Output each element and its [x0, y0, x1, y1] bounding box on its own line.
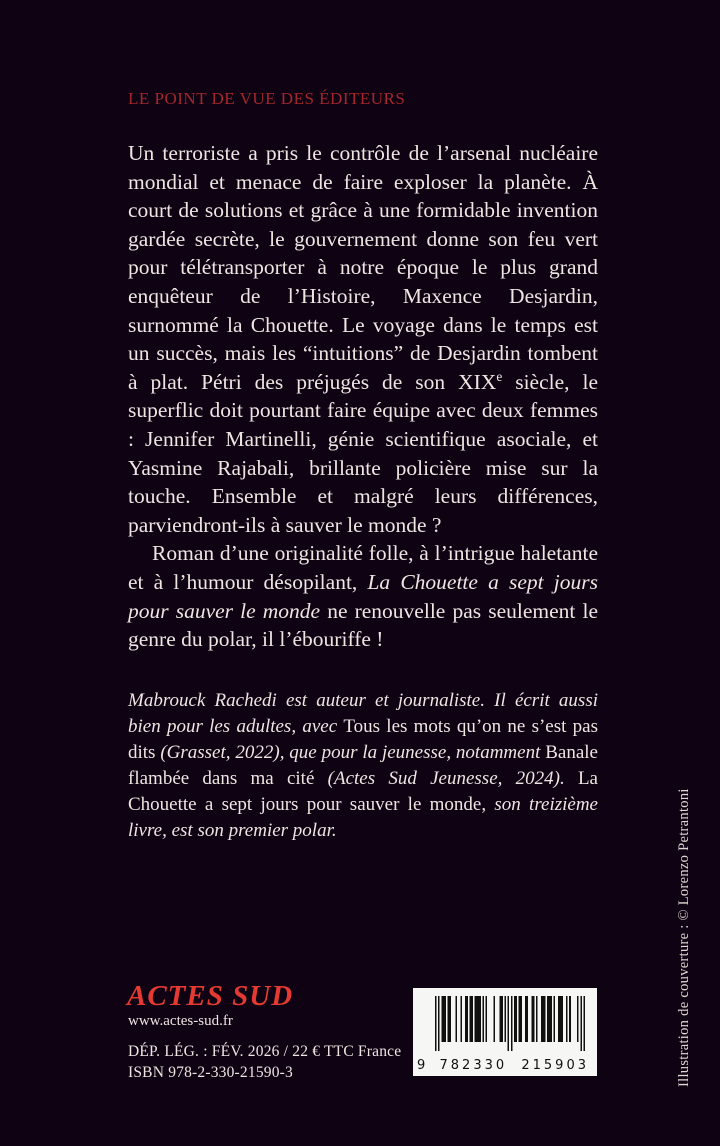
- synopsis-text: [128, 139, 598, 654]
- barcode-bars: [435, 996, 585, 1051]
- barcode: [413, 988, 597, 1076]
- publisher-website: www.actes-sud.fr: [128, 1013, 233, 1029]
- barcode-digits-left: 782330: [439, 1058, 508, 1073]
- synopsis-paragraph-1: Un terroriste a pris le contrôle de l’arsenal nucléaire mondial et menace de faire exploser la planète. À court de solutions et grâce à une formidable invention gardée secrète, le gouvernement donne son feu vert pour télétransporter à notre époque le plus grand enquêteur de l’Histoire, Maxence Desjardin, surnommé la Chouette. Le voyage dans le temps est un succès, mais les “intuitions” de Desjardin tombent à plat. Pétri des préjugés de son XIXe siècle, le superflic doit pourtant faire équipe avec deux femmes : Jennifer Martinelli, génie scientifique asociale, et Yasmine Rajabali, brillante policière mise sur la touche. Ensemble et malgré leurs différences, parviendront-ils à sauver le monde ?: [128, 141, 598, 537]
- editors-viewpoint-heading: LE POINT DE VUE DES ÉDITEURS: [128, 89, 406, 108]
- legal-deposit-price: DÉP. LÉG. : FÉV. 2026 / 22 € TTC France: [128, 1043, 402, 1060]
- barcode-digits-right: 215903: [521, 1058, 589, 1073]
- actes-sud-logo: ACTES SUD: [127, 980, 294, 1012]
- isbn-number: ISBN 978-2-330-21590-3: [128, 1064, 293, 1081]
- author-bio: Mabrouck Rachedi est auteur et journaliste. Il écrit aussi bien pour les adultes, avec Tous les mots qu’on ne s’est pas dits (Grasset, 2022), que pour la jeunesse, notamment Banale flambée dans ma cité (Actes Sud Jeunesse, 2024). La Chouette a sept jours pour sauver le monde, son treizième livre, est son premier polar.: [128, 690, 598, 841]
- barcode-digits: [417, 1058, 589, 1073]
- cover-illustration-credit: Illustration de couverture : © Lorenzo Petrantoni: [676, 788, 692, 1087]
- barcode-digit-first: 9: [417, 1058, 426, 1073]
- synopsis-paragraph-2: Roman d’une originalité folle, à l’intrigue haletante et à l’humour désopilant, La Chouette a sept jours pour sauver le monde ne renouvelle pas seulement le genre du polar, il l’ébouriffe !: [128, 541, 598, 652]
